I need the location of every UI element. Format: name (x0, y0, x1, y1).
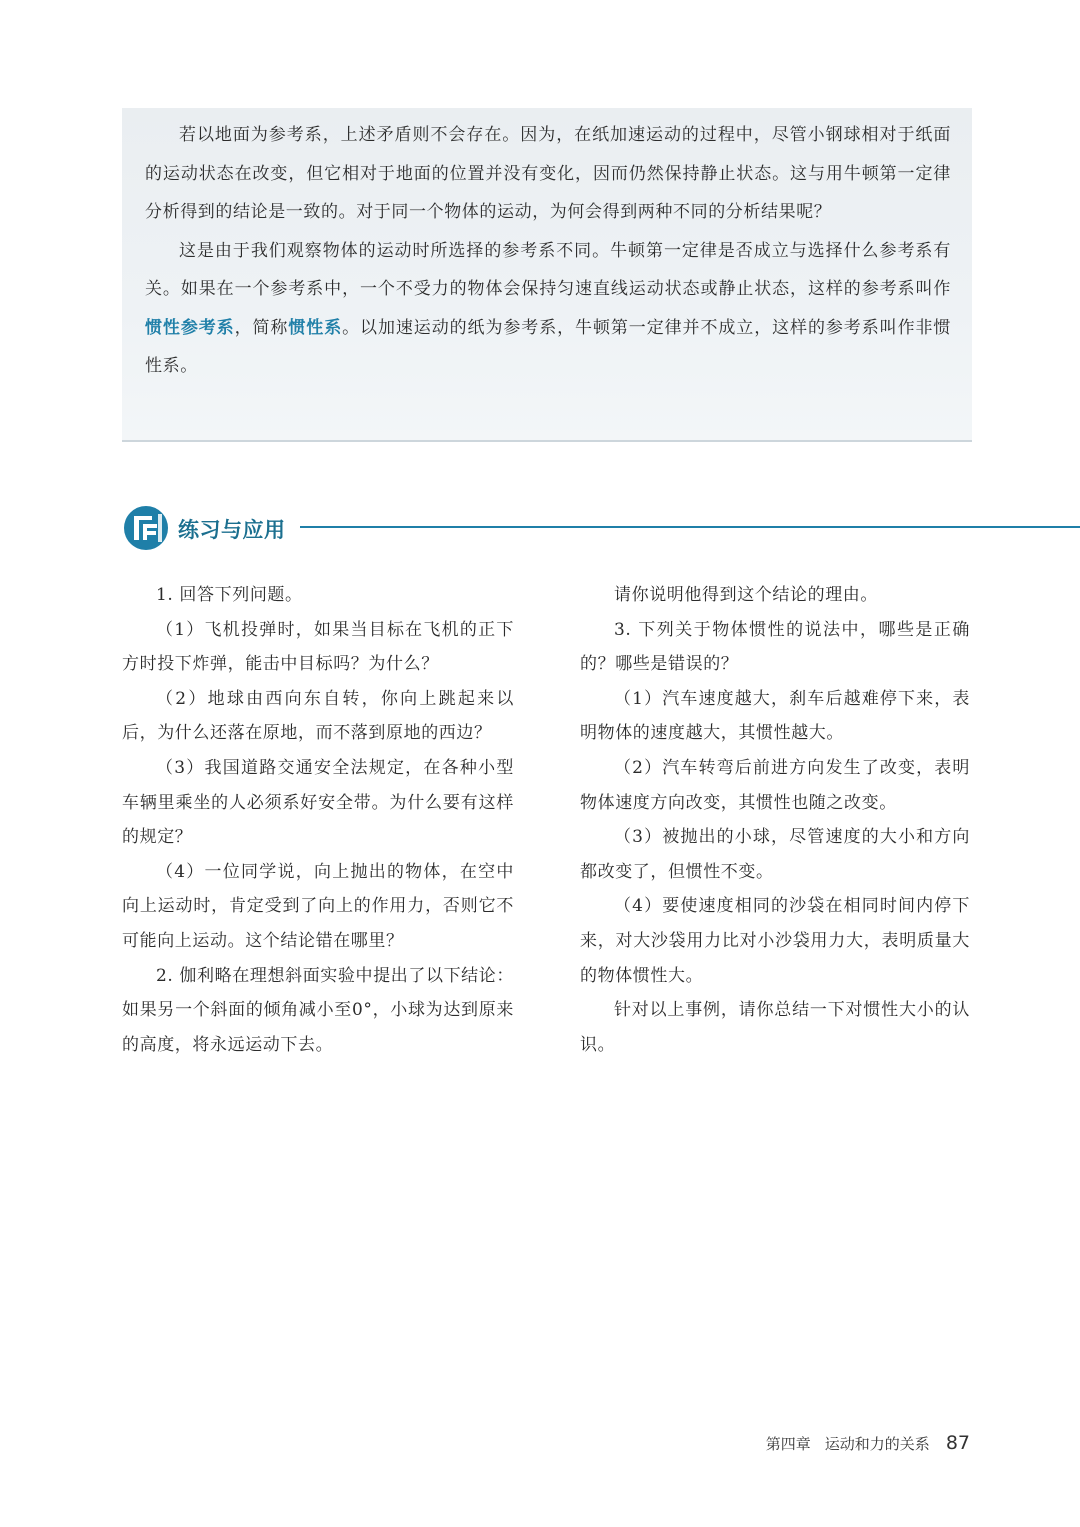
reading-paragraph-2-a: 这是由于我们观察物体的运动时所选择的参考系不同。牛顿第一定律是否成立与选择什么参考系有关。如果在一个参考系中，一个不受力的物体会保持匀速直线运动状态或静止状态，这样的参考系叫作 (145, 240, 951, 299)
page-footer (766, 1432, 970, 1454)
exercise-item: 针对以上事例，请你总结一下对惯性大小的认识。 (580, 1000, 970, 1055)
exercise-column-right (580, 578, 970, 1062)
exercise-item: （3）我国道路交通安全法规定，在各种小型车辆里乘坐的人必须系好安全带。为什么要有这样的规定？ (122, 757, 514, 848)
footer-chapter: 第四章 (765, 1435, 811, 1453)
exercise-item: （1）飞机投弹时，如果当目标在飞机的正下方时投下炸弹，能击中目标吗？为什么？ (122, 619, 514, 675)
page-number: 87 (945, 1432, 970, 1454)
exercise-column-left (122, 578, 514, 1062)
exercise-item: （2）地球由西向东自转，你向上跳起来以后，为什么还落在原地，而不落到原地的西边？ (122, 688, 514, 744)
footer-chapter-title: 运动和力的关系 (824, 1435, 930, 1453)
reading-paragraph-2-c: 。以加速运动的纸为参考系，牛顿第一定律并不成立，这样的参考系叫作非惯性系。 (145, 317, 951, 376)
exercise-item: 2. 伽利略在理想斜面实验中提出了以下结论：如果另一个斜面的倾角减小至0°，小球为达到原来的高度，将永远运动下去。 (122, 965, 514, 1055)
reading-paragraph-2 (145, 232, 951, 386)
reading-box-text (145, 116, 951, 386)
section-title: 练习与应用 (178, 518, 286, 542)
keyword-inertial-reference-frame: 惯性参考系 (145, 317, 235, 338)
exercise-item: 1. 回答下列问题。 (156, 585, 303, 605)
exercise-item: （4）要使速度相同的沙袋在相同时间内停下来，对大沙袋用力比对小沙袋用力大，表明质量大的物体惯性大。 (580, 896, 970, 986)
exercise-item: 3. 下列关于物体惯性的说法中，哪些是正确的？哪些是错误的？ (580, 619, 970, 675)
exercise-item: （4）一位同学说，向上抛出的物体，在空中向上运动时，肯定受到了向上的作用力，否则它不可能向上运动。这个结论错在哪里？ (122, 861, 514, 951)
section-header (122, 504, 1080, 554)
reading-box-rule (122, 440, 972, 442)
keyword-inertial-frame: 惯性系 (288, 317, 343, 338)
reading-paragraph-2-b: ，简称 (234, 317, 289, 338)
exercise-item: （1）汽车速度越大，刹车后越难停下来，表明物体的速度越大，其惯性越大。 (580, 688, 970, 744)
exercise-item: 请你说明他得到这个结论的理由。 (614, 585, 878, 605)
section-rule (300, 526, 1080, 528)
exercise-icon (122, 504, 170, 552)
exercise-item: （3）被抛出的小球，尽管速度的大小和方向都改变了，但惯性不变。 (580, 827, 970, 882)
reading-paragraph-1: 若以地面为参考系，上述矛盾则不会存在。因为，在纸加速运动的过程中，尽管小钢球相对于纸面的运动状态在改变，但它相对于地面的位置并没有变化，因而仍然保持静止状态。这与用牛顿第一定律分析得到的结论是一致的。对于同一个物体的运动，为何会得到两种不同的分析结果呢？ (145, 125, 951, 222)
exercise-item: （2）汽车转弯后前进方向发生了改变，表明物体速度方向改变，其惯性也随之改变。 (580, 757, 970, 813)
